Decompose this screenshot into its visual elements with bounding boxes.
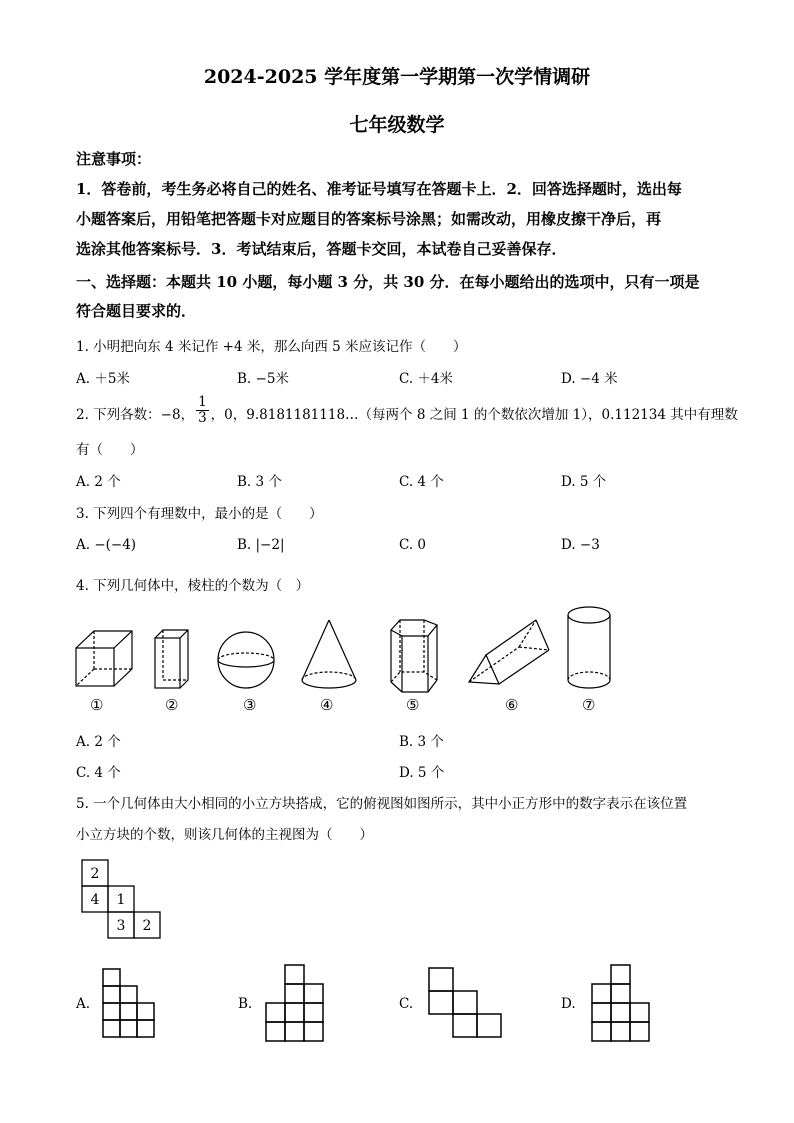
notice-line: 1．答卷前，考生务必将自己的姓名、准考证号填写在答题卡上．2．回答选择题时，选出每: [76, 180, 682, 198]
question-5-stem-line2: 小立方块的个数，则该几何体的主视图为（ ）: [76, 827, 373, 843]
solid-label-6: ⑥: [505, 696, 519, 714]
notice-heading: 注意事项：: [76, 150, 152, 168]
q4-option-d[interactable]: D. 5 个: [399, 765, 445, 781]
q4-option-a[interactable]: A. 2 个: [76, 734, 121, 750]
notice-line: 小题答案后，用铅笔把答题卡对应题目的答案标号涂黑；如需改动，用橡皮擦干净后，再: [76, 210, 662, 228]
q2-option-b[interactable]: B. 3 个: [237, 474, 282, 490]
q3-option-b[interactable]: B. |−2|: [237, 537, 285, 553]
q2-stem-before: 2. 下列各数：−8，: [76, 407, 195, 423]
page-title: 2024-2025 学年度第一学期第一次学情调研: [203, 66, 591, 88]
solid-label-4: ④: [320, 696, 334, 714]
q5-option-b[interactable]: B.: [238, 996, 253, 1012]
fraction-numerator: 1: [198, 394, 207, 410]
q4-option-c[interactable]: C. 4 个: [76, 765, 121, 781]
q2-stem-after: ，0，9.8181181118…（每两个 8 之间 1 的个数依次增加 1），0.112134 其中有理数: [210, 407, 738, 423]
solid-label-5: ⑤: [406, 696, 420, 714]
option-c-figure[interactable]: [429, 968, 501, 1037]
q4-option-b[interactable]: B. 3 个: [399, 734, 444, 750]
grid-number: 4: [90, 892, 100, 908]
q3-option-a[interactable]: A. −(−4): [76, 537, 137, 553]
grid-number: 3: [116, 918, 126, 934]
q2-option-d[interactable]: D. 5 个: [561, 474, 607, 490]
question-4-stem: 4. 下列几何体中，棱柱的个数为（ ）: [76, 578, 310, 594]
grid-number: 2: [90, 866, 100, 882]
page-subtitle: 七年级数学: [349, 114, 445, 136]
q5-option-c[interactable]: C.: [399, 996, 414, 1012]
q1-option-b[interactable]: B. −5米: [237, 371, 289, 387]
fraction-denominator: 3: [198, 410, 207, 426]
q2-option-c[interactable]: C. 4 个: [399, 474, 444, 490]
question-5-stem: 5. 一个几何体由大小相同的小立方块搭成，它的俯视图如图所示，其中小正方形中的数字表示在该位置: [76, 796, 688, 812]
option-b-figure[interactable]: [266, 965, 323, 1041]
question-1-stem: 1. 小明把向东 4 米记作 +4 米，那么向西 5 米应该记作（ ）: [76, 339, 467, 355]
q2-option-a[interactable]: A. 2 个: [76, 474, 121, 490]
question-3-stem: 3. 下列四个有理数中，最小的是（ ）: [76, 506, 323, 522]
q3-option-c[interactable]: C. 0: [399, 537, 427, 553]
grid-number: 2: [142, 918, 152, 934]
q5-option-a[interactable]: A.: [76, 996, 91, 1012]
section-heading: 一、选择题：本题共 10 小题，每小题 3 分，共 30 分．在每小题给出的选项中，只有一项是: [76, 273, 700, 291]
q1-option-d[interactable]: D. −4 米: [561, 371, 618, 387]
q1-option-a[interactable]: A. ＋5米: [76, 371, 130, 387]
solid-label-1: ①: [90, 696, 104, 714]
grid-number: 1: [116, 892, 126, 908]
q3-option-d[interactable]: D. −3: [561, 537, 600, 553]
section-heading: 符合题目要求的．: [76, 302, 197, 320]
option-d-figure[interactable]: [592, 965, 649, 1041]
notice-line: 选涂其他答案标号．3．考试结束后，答题卡交回，本试卷自己妥善保存．: [76, 240, 567, 258]
solid-label-2: ②: [165, 696, 179, 714]
solid-label-3: ③: [243, 696, 257, 714]
q1-option-c[interactable]: C. ＋4米: [399, 371, 454, 387]
solid-label-7: ⑦: [582, 696, 596, 714]
option-a-figure[interactable]: [103, 969, 154, 1037]
question-2-stem-line2: 有（ ）: [76, 442, 144, 458]
q5-option-d[interactable]: D.: [561, 996, 576, 1012]
